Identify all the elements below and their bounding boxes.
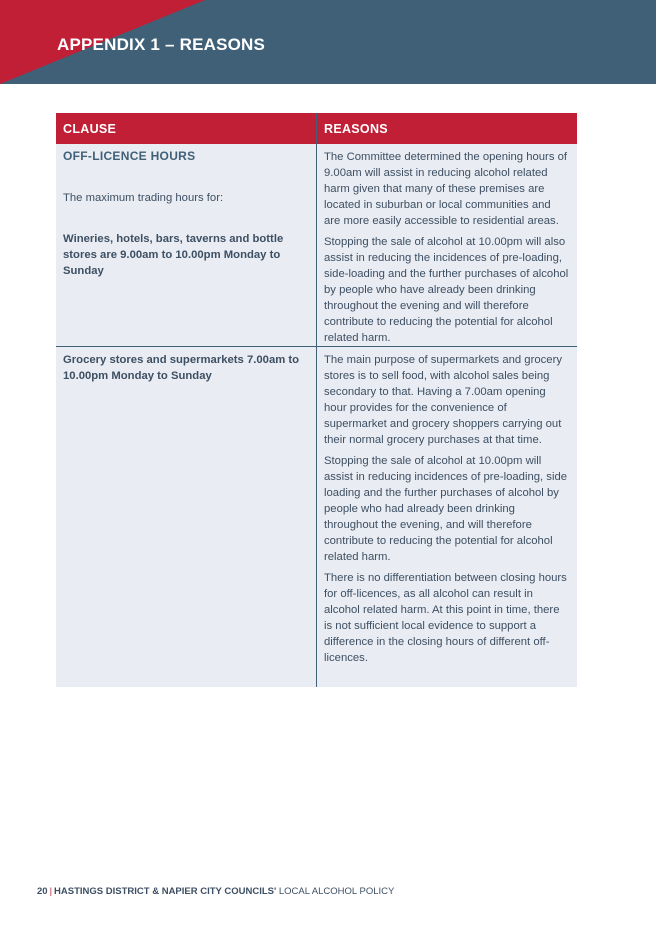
column-header-reasons: REASONS: [316, 113, 577, 144]
table-row: [56, 144, 577, 346]
section-subheading: OFF-LICENCE HOURS: [63, 149, 196, 163]
column-header-clause: CLAUSE: [63, 122, 117, 136]
clause-text: Wineries, hotels, bars, taverns and bottle stores are 9.00am to 10.00pm Monday to Sunday: [63, 233, 284, 277]
clause-cell: [56, 347, 316, 687]
footer-subtitle: LOCAL ALCOHOL POLICY: [278, 886, 395, 897]
reason-paragraph: The Committee determined the opening hours of 9.00am will assist in reducing alcohol related harm given that many of these premises are located in suburban or local communities and are more easily accessible to residential areas.: [324, 151, 568, 227]
page-header-banner: [0, 0, 656, 84]
clause-text: Grocery stores and supermarkets 7.00am to 10.00pm Monday to Sunday: [63, 354, 300, 382]
clause-cell: [56, 144, 316, 346]
page-title: APPENDIX 1 – REASONS: [57, 35, 266, 54]
reason-paragraph: Stopping the sale of alcohol at 10.00pm will assist in reducing incidences of pre-loading, side loading and the further purchases of alcohol by people who had already been drinking throughout the evening, and will therefore contribute to reducing the potential for alcohol related harm.: [324, 455, 568, 563]
table-row: [56, 346, 577, 687]
reasons-cell: [316, 347, 577, 687]
clause-intro: The maximum trading hours for:: [63, 192, 224, 204]
reason-paragraph: Stopping the sale of alcohol at 10.00pm will also assist in reducing the incidences of pre-loading, side-loading and the further purchases of alcohol by people who have already been drinking throughout the evening and will therefore contribute to reducing the potential for alcohol related harm.: [324, 236, 569, 344]
reasons-cell: [316, 144, 577, 346]
footer-title: HASTINGS DISTRICT & NAPIER CITY COUNCILS': [54, 886, 277, 897]
footer-separator: |: [49, 886, 53, 897]
page-number: 20: [37, 886, 48, 897]
table-header-row: [56, 113, 577, 144]
reason-paragraph: The main purpose of supermarkets and grocery stores is to sell food, with alcohol sales being secondary to that. Having a 7.00am opening hour provides for the convenience of supermarket and grocery shoppers carrying out their normal grocery purchases at that time.: [324, 354, 562, 446]
page-footer: [37, 886, 394, 897]
reasons-table: [56, 113, 577, 687]
reason-paragraph: There is no differentiation between closing hours for off-licences, as all alcohol can result in alcohol related harm. At this point in time, there is not sufficient local evidence to support a difference in the closing hours of different off-licences.: [324, 572, 567, 664]
